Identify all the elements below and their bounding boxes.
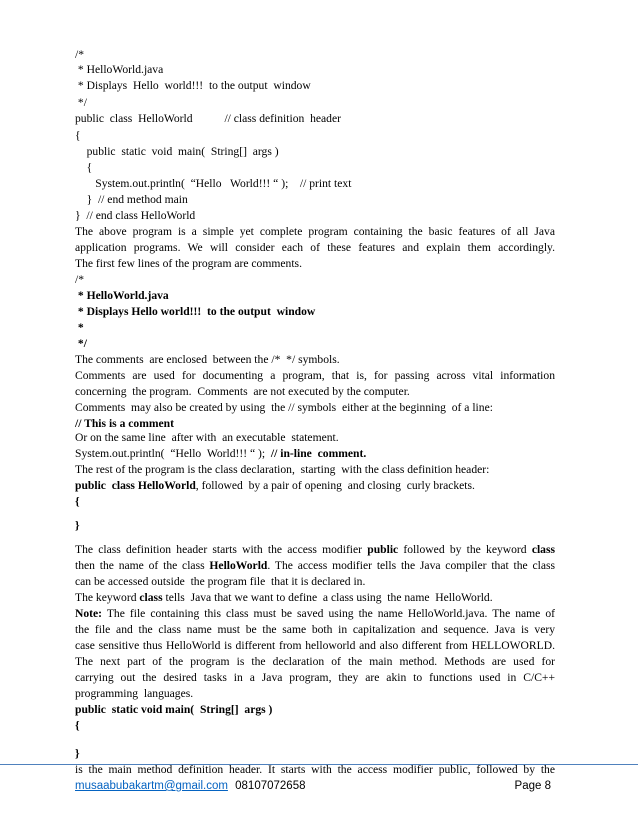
text-run: The next part of the program is the declaration of the main method. Methods are used for — [75, 655, 555, 668]
bold-text-run: { — [75, 495, 80, 508]
text-run: . The access modifier tells the Java compiler that the class — [267, 559, 556, 572]
text-line — [75, 225, 555, 239]
text-line — [75, 353, 555, 367]
text-run: public static void main( String[] args ) — [75, 145, 279, 158]
footer-page-number: Page 8 — [514, 780, 551, 792]
text-line — [75, 145, 555, 159]
text-run: the file and the class name must be the same both in capitalization and sequence. Java is very — [75, 623, 555, 636]
footer-phone: 08107072658 — [235, 780, 306, 792]
text-line — [75, 112, 555, 126]
text-run: followed by the keyword — [398, 543, 532, 556]
bold-text-run: * Displays Hello world!!! to the output window — [75, 305, 316, 318]
footer-email-link[interactable]: musaabubakartm@gmail.com — [75, 780, 228, 792]
bold-text-run: * — [75, 321, 84, 334]
text-line — [75, 747, 555, 761]
bold-text-run: HelloWorld — [209, 559, 268, 572]
text-run: case sensitive thus HelloWorld is different from helloworld and also different from HELLOWORLD. — [75, 639, 555, 652]
text-line — [75, 671, 555, 685]
text-line — [75, 559, 555, 573]
text-run: The above program is a simple yet complete program containing the basic features of all Java — [75, 225, 555, 238]
bold-text-run: { — [75, 719, 80, 732]
text-line — [75, 479, 555, 493]
text-line — [75, 543, 555, 557]
text-run: Comments are used for documenting a program, that is, for passing across vital information — [75, 369, 555, 382]
text-line — [75, 289, 555, 303]
text-run: programming languages. — [75, 687, 194, 700]
text-line — [75, 63, 555, 77]
text-run: Or on the same line after with an executable statement. — [75, 431, 339, 444]
text-line — [75, 273, 555, 287]
text-run: The class definition header starts with the access modifier — [75, 543, 368, 556]
text-run: then the name of the class — [75, 559, 210, 572]
text-line — [75, 96, 555, 110]
text-run: Comments may also be created by using the // symbols either at the beginning of a line: — [75, 401, 493, 414]
text-line — [75, 241, 555, 255]
text-line — [75, 257, 555, 271]
text-line — [75, 495, 555, 509]
bold-text-run: public class HelloWorld — [75, 479, 196, 492]
text-run: */ — [75, 96, 87, 109]
text-run: public class HelloWorld // class definition header — [75, 112, 341, 125]
text-run: The comments are enclosed between the /* */ symbols. — [75, 353, 340, 366]
text-run: The first few lines of the program are comments. — [75, 257, 302, 270]
text-line — [75, 463, 555, 477]
text-line — [75, 447, 555, 461]
text-line — [75, 305, 555, 319]
text-line — [75, 607, 555, 621]
text-line — [75, 129, 555, 143]
text-line — [75, 591, 555, 605]
text-line — [75, 519, 555, 533]
text-line — [75, 177, 555, 191]
text-line — [75, 161, 555, 175]
bold-text-run: */ — [75, 337, 87, 350]
text-run: tells Java that we want to define a class using the name HelloWorld. — [162, 591, 493, 604]
bold-text-run: * HelloWorld.java — [75, 289, 169, 302]
text-line — [75, 369, 555, 383]
text-line — [75, 48, 555, 62]
text-run: /* — [75, 48, 85, 61]
bold-text-run: } — [75, 747, 80, 760]
text-line — [75, 623, 555, 637]
text-line — [75, 431, 555, 445]
text-run: can be accessed outside the program file that it is declared in. — [75, 575, 366, 588]
text-run: carrying out the desired tasks in a Java program, they are akin to functions used in C/C++ — [75, 671, 555, 684]
text-run: The keyword — [75, 591, 140, 604]
text-line — [75, 193, 555, 207]
text-run: System.out.println( “Hello World!!! “ ); // print text — [75, 177, 352, 190]
bold-text-run: } — [75, 519, 80, 532]
text-line — [75, 639, 555, 653]
text-line — [75, 209, 555, 223]
text-run: The rest of the program is the class declaration, starting with the class definition header: — [75, 463, 490, 476]
text-run: concerning the program. Comments are not executed by the computer. — [75, 385, 410, 398]
text-line — [75, 417, 555, 431]
text-run: { — [75, 161, 93, 174]
text-line — [75, 321, 555, 335]
text-line — [75, 575, 555, 589]
text-line — [75, 763, 555, 777]
text-run: } // end class HelloWorld — [75, 209, 196, 222]
bold-text-run: // in-line comment. — [270, 447, 367, 460]
text-line — [75, 79, 555, 93]
text-run: , followed by a pair of opening and closing curly brackets. — [195, 479, 475, 492]
text-line — [75, 655, 555, 669]
text-run: * HelloWorld.java — [75, 63, 164, 76]
text-run: The file containing this class must be saved using the name HelloWorld.java. The name of — [102, 607, 555, 620]
text-line — [75, 687, 555, 701]
bold-text-run: class — [531, 543, 555, 556]
text-run: { — [75, 129, 81, 142]
bold-text-run: public — [367, 543, 399, 556]
page-footer — [75, 778, 551, 794]
text-run: application programs. We will consider each of these features and explain them accordingly. — [75, 241, 555, 254]
bold-text-run: class — [139, 591, 163, 604]
text-run: System.out.println( “Hello World!!! “ ); — [75, 447, 271, 460]
bold-text-run: Note: — [75, 607, 103, 620]
text-line — [75, 337, 555, 351]
bold-text-run: public static void main( String[] args ) — [75, 703, 273, 716]
text-run: is the main method definition header. It starts with the access modifier public, followed by the — [75, 763, 555, 776]
text-line — [75, 719, 555, 733]
text-line — [75, 703, 555, 717]
text-line — [75, 385, 555, 399]
text-line — [75, 401, 555, 415]
footer-divider — [0, 764, 638, 765]
text-run: } // end method main — [75, 193, 188, 206]
text-run: /* — [75, 273, 85, 286]
text-run: * Displays Hello world!!! to the output window — [75, 79, 311, 92]
bold-text-run: // This is a comment — [75, 417, 174, 430]
